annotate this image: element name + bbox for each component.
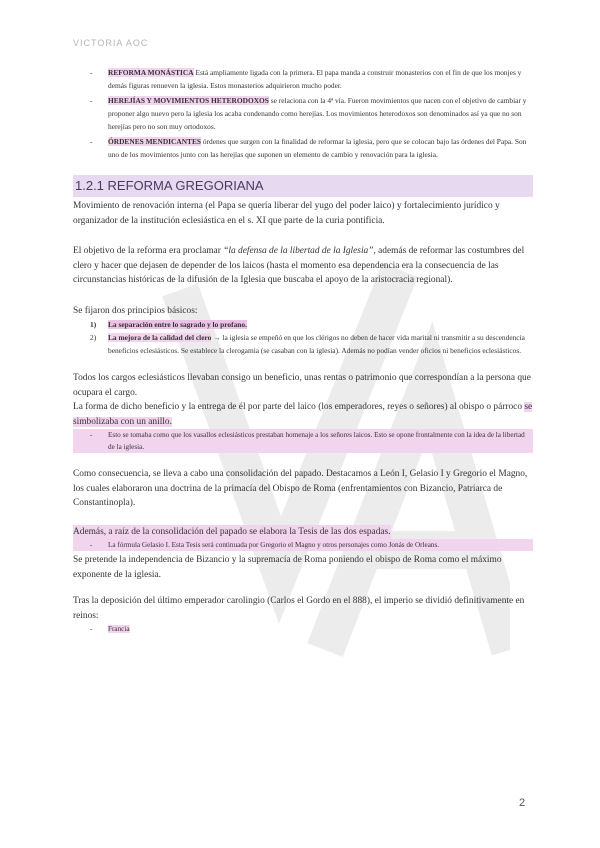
principle-term: La separación entre lo sagrado y lo profano. [108,320,247,329]
list-item [73,429,533,453]
bullet-text: Esto se tomaba como que los vasallos eclesiásticos prestaban homenaje a los señores laicos. Esto se opone frontalmente con la idea de la libertad de la iglesia. [108,431,525,451]
bullet-text: Francia [108,625,130,633]
content [73,66,533,635]
bullet-term: ÓRDENES MENDICANTES [108,137,202,146]
paragraph-text: , además de reformar las costumbres del clero y hacer que dejasen de depender de los laicos (hasta el momento esa dependencia era la consecuencia de las circunstancias históricas de la difusión de la Iglesia que buscaba el apoyo de la aristocracia regional). [73,246,525,285]
paragraph: Se pretende la independencia de Bizancio y la supremacía de Roma poniendo el obispo de Roma como el máximo exponente de la iglesia. [73,555,502,580]
list-item [73,331,533,357]
paragraph: Como consecuencia, se lleva a cabo una consolidación del papado. Destacamos a León I, Gelasio I y Gregorio el Magno, los cuales elaboraron una doctrina de la primacía del Obispo de Roma (enfrentamientos con Bizancio, Patriarca de Constantinopla). [73,469,528,508]
list-item [73,623,533,635]
bullet-text: órdenes que surgen con la finalidad de reformar la iglesia, pero que se colocan bajo las órdenes del Papa. Son uno de los movimientos junto con las herejías que suponen un elemento de cambio y renovación para la iglesia. [108,137,527,159]
bullet-term: HEREJÍAS Y MOVIMIENTOS HETERODOXOS [108,96,269,105]
list-number: 2) [90,333,97,342]
paragraph: Se fijaron dos principios básicos: [73,305,198,316]
paragraph [73,244,533,288]
paragraph: Movimiento de renovación interna (el Papa se quería liberar del yugo del poder laico) y fortalecimiento jurídico y organizador de la institución eclesiástica en el s. XI que parte de la curia pontificia. [73,201,500,226]
bullet-dash: - [90,96,93,105]
list-item [73,66,533,92]
list-item [73,539,533,551]
section-title: 1.2.1 REFORMA GREGORIANA [73,175,533,197]
bullet-dash: - [90,625,93,633]
paragraph-text: La forma de dicho beneficio y la entrega de él por parte del laico (los emperadores, reyes o señores) al obispo o párroco [73,402,525,412]
bullet-dash: - [90,541,93,549]
bullet-text: se relaciona con la 4ª vía. Fueron movimientos que nacen con el objetivo de cambiar y proponer algo nuevo pero la iglesia los acaba condenando como herejías. Los movimientos heterodoxos son denominados así ya que no son herejías pero no son muy ortodoxos. [108,96,527,131]
paragraph-quote: “la defensa de la libertad de la Iglesia” [223,246,374,256]
bullet-dash: - [90,431,93,439]
page-header: VICTORIA AOC [73,38,149,48]
bullet-text: La fórmula Gelasio I. Esta Tesis será continuada por Gregorio el Magno y otros personajes como Jonás de Orleans. [108,541,440,549]
principle-text: → la iglesia se empeñó en que los clérigos no deben de hacer vida marital ni transmitir a su descendencia beneficios eclesiásticos. Se establece la clerogamia (se casaban con la iglesia). Además no podían vender oficios ni beneficios eclesiásticos. [108,333,525,355]
paragraph: Además, a raíz de la consolidación del papado se elabora la Tesis de las dos espadas. [73,525,391,540]
bullet-text: Está ampliamente ligada con la primera. El papa manda a construir monasterios con el fin de que los monjes y demás figuras renueven la iglesia. Estos monasterios adquirieron mucho poder. [108,68,522,90]
paragraph [73,400,533,429]
list-item [73,318,533,331]
paragraph-text: El objetivo de la reforma era proclamar [73,246,224,256]
list-item [73,94,533,133]
bullet-dash: - [90,137,93,146]
page-number: 2 [519,797,526,809]
principle-term: La mejora de la calidad del clero [108,333,212,342]
paragraph: Todos los cargos eclesiásticos llevaban consigo un beneficio, unas rentas o patrimonio que correspondían a la persona que ocupara el cargo. [73,373,531,398]
list-number: 1) [90,320,97,329]
paragraph: Tras la deposición del último emperador carolingio (Carlos el Gordo en el 888), el imperio se dividió definitivamente en reinos: [73,596,525,621]
bullet-dash: - [90,68,93,77]
paragraph-highlight: se simbolizaba con un anillo. [73,402,533,427]
list-item [73,135,533,161]
bullet-term: REFORMA MONÁSTICA [108,68,194,77]
